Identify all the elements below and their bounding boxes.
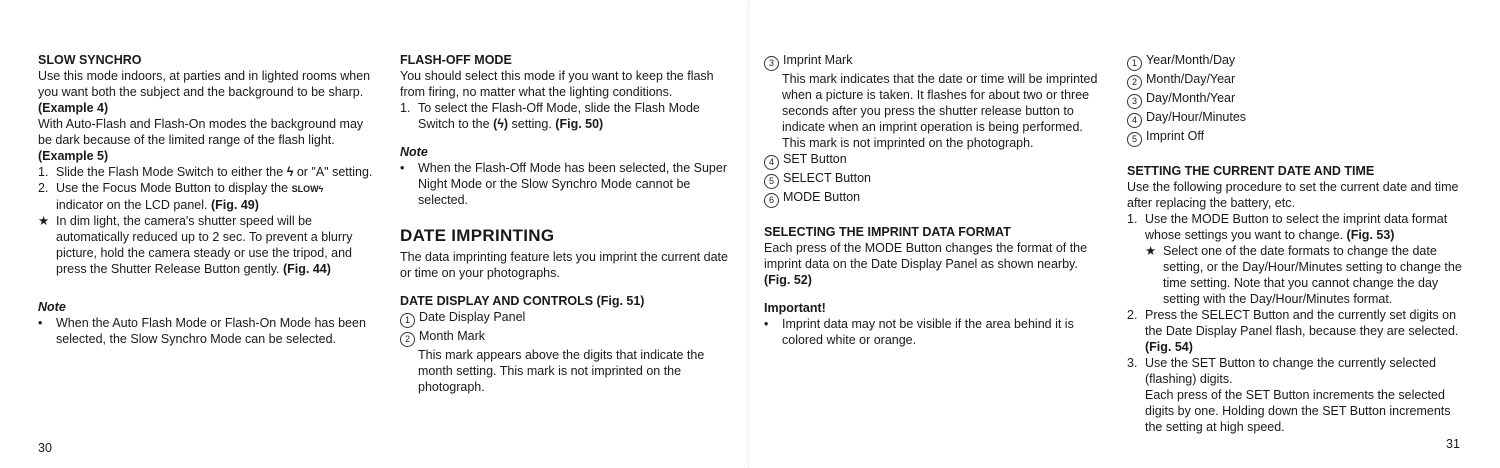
format-item-2 bbox=[1127, 71, 1465, 90]
step-marker: 1. bbox=[1127, 212, 1138, 226]
date-imprinting-p1: The data imprinting feature lets you imprint the current date or time on your photographs. bbox=[400, 250, 728, 280]
page-number-right: 31 bbox=[1446, 437, 1460, 451]
circled-number: 1 bbox=[400, 313, 415, 328]
date-imprinting-heading: DATE IMPRINTING bbox=[400, 226, 555, 245]
slow-synchro-p2-text: With Auto-Flash and Flash-On modes the background may be dark because of the limited range of the flash light. bbox=[38, 117, 364, 147]
circled-number: 5 bbox=[764, 174, 779, 189]
slow-synchro-p1 bbox=[38, 68, 374, 116]
step-marker: 2. bbox=[38, 181, 49, 195]
format-item-3 bbox=[1127, 90, 1465, 109]
step-text: Press the SELECT Button and the currently set digits on the Date Display Panel flash, because they are selected. bbox=[1145, 308, 1459, 338]
slow-synchro-note-title: Note bbox=[38, 300, 66, 314]
star-icon: ★ bbox=[38, 214, 50, 228]
flash-symbol-icon: ϟ bbox=[286, 165, 294, 179]
circled-number: 6 bbox=[764, 193, 779, 208]
circled-number: 3 bbox=[764, 56, 779, 71]
setting-date-step-1 bbox=[1127, 211, 1465, 307]
date-display-item-2 bbox=[400, 328, 738, 347]
step-marker: 1. bbox=[38, 165, 49, 179]
item-label: SET Button bbox=[783, 152, 847, 166]
format-label: Day/Hour/Minutes bbox=[1146, 110, 1247, 124]
circled-number: 3 bbox=[1127, 94, 1142, 109]
circled-number: 2 bbox=[400, 332, 415, 347]
slow-synchro-step-1 bbox=[38, 164, 374, 180]
star-text: In dim light, the camera's shutter speed will be automatically reduced up to 2 sec. To prevent a blurry picture, hold the camera steady or use the tripod, and press the Shutter Release Button gently. bbox=[56, 214, 353, 276]
column-controls bbox=[764, 52, 1100, 348]
circled-number: 1 bbox=[1127, 56, 1142, 71]
format-label: Year/Month/Day bbox=[1146, 53, 1236, 67]
important-title: Important! bbox=[764, 301, 826, 315]
flash-off-note-item bbox=[400, 160, 738, 208]
control-item-mode bbox=[764, 189, 1100, 208]
step-ref: (Fig. 50) bbox=[555, 117, 604, 131]
control-item-set bbox=[764, 151, 1100, 170]
item-label: MODE Button bbox=[783, 190, 861, 204]
step-marker: 2. bbox=[1127, 308, 1138, 322]
page-fold bbox=[748, 0, 749, 468]
slow-synchro-star bbox=[38, 213, 374, 277]
format-item-1 bbox=[1127, 52, 1465, 71]
item-label: Month Mark bbox=[419, 329, 485, 343]
slow-synchro-p2 bbox=[38, 116, 374, 164]
setting-date-p1: Use the following procedure to set the current date and time after replacing the battery, etc. bbox=[1127, 180, 1459, 210]
format-item-4 bbox=[1127, 109, 1465, 128]
step-text: Use the Focus Mode Button to display the bbox=[56, 181, 289, 195]
slow-synchro-heading: SLOW SYNCHRO bbox=[38, 53, 142, 67]
step-ref: (Fig. 49) bbox=[210, 198, 259, 212]
setting-date-star bbox=[1145, 243, 1465, 307]
step-text: To select the Flash-Off Mode, slide the Flash Mode Switch to the bbox=[418, 101, 700, 131]
step-text: Slide the Flash Mode Switch to either the bbox=[56, 165, 284, 179]
step-text-2: Each press of the SET Button increments the selected digits by one. Holding down the SET Button increments the setting at high speed. bbox=[1145, 388, 1451, 434]
format-label: Day/Month/Year bbox=[1146, 91, 1236, 105]
bullet-icon: • bbox=[764, 317, 769, 331]
note-text: When the Flash-Off Mode has been selected, the Super Night Mode or the Slow Synchro Mode cannot be selected. bbox=[418, 161, 727, 207]
date-display-item-1 bbox=[400, 309, 738, 328]
imprint-mark-item bbox=[764, 52, 1100, 71]
item-label: Imprint Mark bbox=[783, 53, 853, 67]
column-flash-off bbox=[400, 52, 738, 395]
slow-synchro-note-item bbox=[38, 315, 374, 347]
circled-number: 4 bbox=[1127, 113, 1142, 128]
format-label: Month/Day/Year bbox=[1146, 72, 1236, 86]
date-display-heading: DATE DISPLAY AND CONTROLS (Fig. 51) bbox=[400, 294, 645, 308]
setting-date-step-3 bbox=[1127, 355, 1465, 435]
important-item bbox=[764, 316, 1100, 348]
bullet-icon: • bbox=[38, 316, 43, 330]
imprint-mark-desc: This mark indicates that the date or time will be imprinted when a picture is taken. It flashes for about two or three seconds after you press the shutter release button to indicate when an imprint operation is being performed. This mark is not imprinted on the photograph. bbox=[782, 72, 1098, 150]
star-text: Select one of the date formats to change the date setting, or the Day/Hour/Minutes setting to change the time setting. Note that you cannot change the day setting with the Day/Hour/Minutes format. bbox=[1163, 244, 1462, 306]
item-label: Date Display Panel bbox=[419, 310, 526, 324]
flash-off-step-1 bbox=[400, 100, 738, 132]
step-text: Use the SET Button to change the currently selected (flashing) digits. bbox=[1145, 356, 1436, 386]
flash-off-heading: FLASH-OFF MODE bbox=[400, 53, 512, 67]
step-marker: 1. bbox=[400, 101, 411, 115]
circled-number: 4 bbox=[764, 155, 779, 170]
selecting-format-ref: (Fig. 52) bbox=[764, 273, 812, 287]
important-text: Imprint data may not be visible if the area behind it is colored white or orange. bbox=[782, 317, 1074, 347]
circled-number: 2 bbox=[1127, 75, 1142, 90]
item-label: SELECT Button bbox=[783, 171, 872, 185]
column-setting-date bbox=[1127, 52, 1465, 435]
setting-date-heading: SETTING THE CURRENT DATE AND TIME bbox=[1127, 164, 1375, 178]
star-ref: (Fig. 44) bbox=[283, 262, 331, 276]
month-mark-desc: This mark appears above the digits that indicate the month setting. This mark is not imprinted on the photograph. bbox=[418, 348, 705, 394]
note-text: When the Auto Flash Mode or Flash-On Mode has been selected, the Slow Synchro Mode can be selected. bbox=[56, 316, 366, 346]
slow-synchro-p2-ref: (Example 5) bbox=[38, 149, 109, 163]
slow-flash-indicator-icon: SLOWϟ bbox=[291, 184, 324, 194]
step-text: Use the MODE Button to select the imprint data format whose settings you want to change. bbox=[1145, 212, 1448, 242]
flash-off-p1: You should select this mode if you want to keep the flash from firing, no matter what the lighting conditions. bbox=[400, 69, 714, 99]
slow-synchro-p1-text: Use this mode indoors, at parties and in lighted rooms when you want both the subject and the background to be sharp. bbox=[38, 69, 371, 99]
selecting-format-heading: SELECTING THE IMPRINT DATA FORMAT bbox=[764, 225, 1011, 239]
step-marker: 3. bbox=[1127, 356, 1138, 370]
slow-synchro-step-2 bbox=[38, 180, 374, 213]
page-number-left: 30 bbox=[38, 441, 52, 455]
step-text-2: setting. bbox=[511, 117, 552, 131]
setting-date-step-2 bbox=[1127, 307, 1465, 355]
format-label: Imprint Off bbox=[1146, 129, 1205, 143]
format-item-5 bbox=[1127, 128, 1465, 147]
flash-off-symbol-icon: (ϟ) bbox=[493, 117, 509, 131]
selecting-format-p1 bbox=[764, 240, 1100, 288]
step-text-2: or "A" setting. bbox=[296, 165, 373, 179]
control-item-select bbox=[764, 170, 1100, 189]
selecting-format-text: Each press of the MODE Button changes the format of the imprint data on the Date Display Panel as shown nearby. bbox=[764, 241, 1088, 271]
column-slow-synchro bbox=[38, 52, 374, 347]
flash-off-note-title: Note bbox=[400, 145, 428, 159]
step-ref: (Fig. 53) bbox=[1346, 228, 1395, 242]
bullet-icon: • bbox=[400, 161, 405, 175]
star-icon: ★ bbox=[1145, 244, 1157, 258]
slow-synchro-p1-ref: (Example 4) bbox=[38, 101, 109, 115]
step-ref: (Fig. 54) bbox=[1145, 340, 1193, 354]
step-text-2: indicator on the LCD panel. bbox=[56, 198, 208, 212]
circled-number: 5 bbox=[1127, 132, 1142, 147]
